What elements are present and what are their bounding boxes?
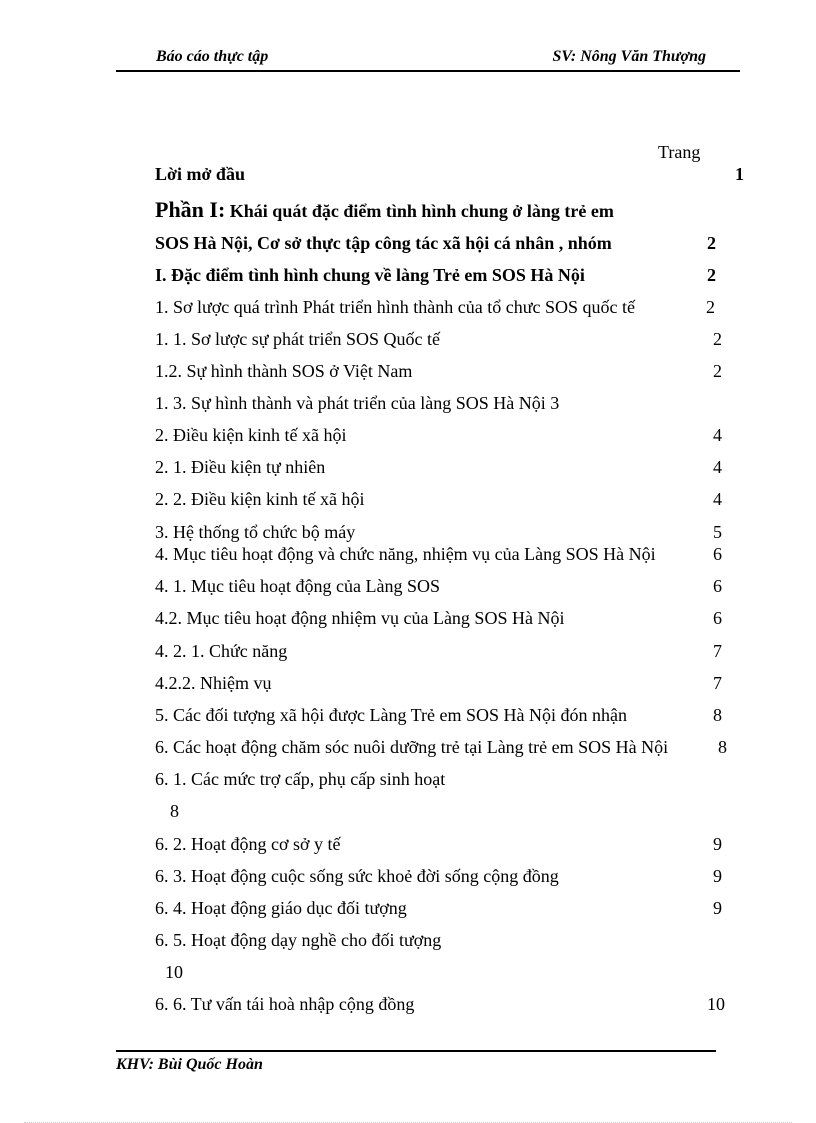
toc-page-number: 6: [713, 576, 722, 596]
toc-page-number: 9: [713, 898, 722, 918]
footer-advisor: KHV: Bùi Quốc Hoàn: [116, 1056, 263, 1073]
toc-entry: 6. 1. Các mức trợ cấp, phụ cấp sinh hoạt: [155, 769, 446, 789]
toc-entry: I. Đặc điểm tình hình chung về làng Trẻ em SOS Hà Nội: [155, 265, 585, 285]
footer-divider: [116, 1050, 716, 1052]
toc-entry: 2. Điều kiện kinh tế xã hội: [155, 425, 347, 445]
toc-entry: 6. 3. Hoạt động cuộc sống sức khoẻ đời sống cộng đồng: [155, 866, 559, 886]
toc-entry: 6. 2. Hoạt động cơ sở y tế: [155, 834, 341, 854]
toc-page-number: 8: [170, 801, 179, 821]
toc-entry: 4. Mục tiêu hoạt động và chức năng, nhiệm vụ của Làng SOS Hà Nội: [155, 544, 656, 564]
toc-entry: 4.2.2. Nhiệm vụ: [155, 673, 272, 693]
header-report-title: Báo cáo thực tập: [156, 48, 269, 65]
toc-entry: 3. Hệ thống tổ chức bộ máy: [155, 522, 356, 542]
toc-page-number: 4: [713, 425, 722, 445]
toc-page-number: 2: [707, 265, 716, 285]
toc-page-number: 7: [713, 673, 722, 693]
toc-entry: 1.2. Sự hình thành SOS ở Việt Nam: [155, 361, 413, 381]
toc-page-label: Trang: [658, 142, 701, 162]
page-header: [116, 48, 740, 72]
toc-page-number: 7: [713, 641, 722, 661]
toc-page-number: 10: [165, 962, 183, 982]
toc-page-number: 1: [735, 164, 744, 184]
toc-page-number: 2: [713, 361, 722, 381]
toc-entry: 1. Sơ lược quá trình Phát triển hình thành của tổ chưc SOS quốc tế: [155, 297, 635, 317]
toc-entry: 2. 1. Điều kiện tự nhiên: [155, 457, 326, 477]
toc-entry: 4. 1. Mục tiêu hoạt động của Làng SOS: [155, 576, 440, 596]
toc-page-number: 2: [713, 329, 722, 349]
toc-entry: 6. 4. Hoạt động giáo dục đối tượng: [155, 898, 407, 918]
toc-entry: SOS Hà Nội, Cơ sở thực tập công tác xã hội cá nhân , nhóm: [155, 233, 612, 253]
toc-entry: 4.2. Mục tiêu hoạt động nhiệm vụ của Làng SOS Hà Nội: [155, 608, 565, 628]
toc-entry: 5. Các đối tượng xã hội được Làng Trẻ em SOS Hà Nội đón nhận: [155, 705, 628, 725]
toc-page-number: 8: [718, 737, 727, 757]
toc-page-number: 4: [713, 457, 722, 477]
toc-page-number: 6: [713, 544, 722, 564]
toc-entry: 6. Các hoạt động chăm sóc nuôi dưỡng trẻ tại Làng trẻ em SOS Hà Nội: [155, 737, 669, 757]
toc-entry: 1. 3. Sự hình thành và phát triển của làng SOS Hà Nội 3: [155, 393, 560, 413]
toc-page-number: 8: [713, 705, 722, 725]
toc-page-number: 10: [707, 994, 725, 1014]
part-label: Phần I:: [155, 197, 226, 222]
toc-entry: Lời mở đầu: [155, 164, 245, 184]
toc-entry: 1. 1. Sơ lược sự phát triển SOS Quốc tế: [155, 329, 441, 349]
toc-entry: 6. 6. Tư vấn tái hoà nhập cộng đồng: [155, 994, 415, 1014]
toc-entry: 6. 5. Hoạt động dạy nghề cho đối tượng: [155, 930, 442, 950]
toc-page-number: 6: [713, 608, 722, 628]
header-student-name: SV: Nông Văn Thượng: [552, 48, 706, 65]
toc-page-number: 2: [707, 233, 716, 253]
toc-entry: 4. 2. 1. Chức năng: [155, 641, 288, 661]
toc-page-number: 2: [706, 297, 715, 317]
toc-page-number: 9: [713, 834, 722, 854]
toc-part-heading: Phần I: Khái quát đặc điểm tình hình chung ở làng trẻ em: [155, 197, 614, 222]
toc-entry: 2. 2. Điều kiện kinh tế xã hội: [155, 489, 365, 509]
toc-page-number: 5: [713, 522, 722, 542]
toc-page-number: 4: [713, 489, 722, 509]
toc-page-number: 9: [713, 866, 722, 886]
